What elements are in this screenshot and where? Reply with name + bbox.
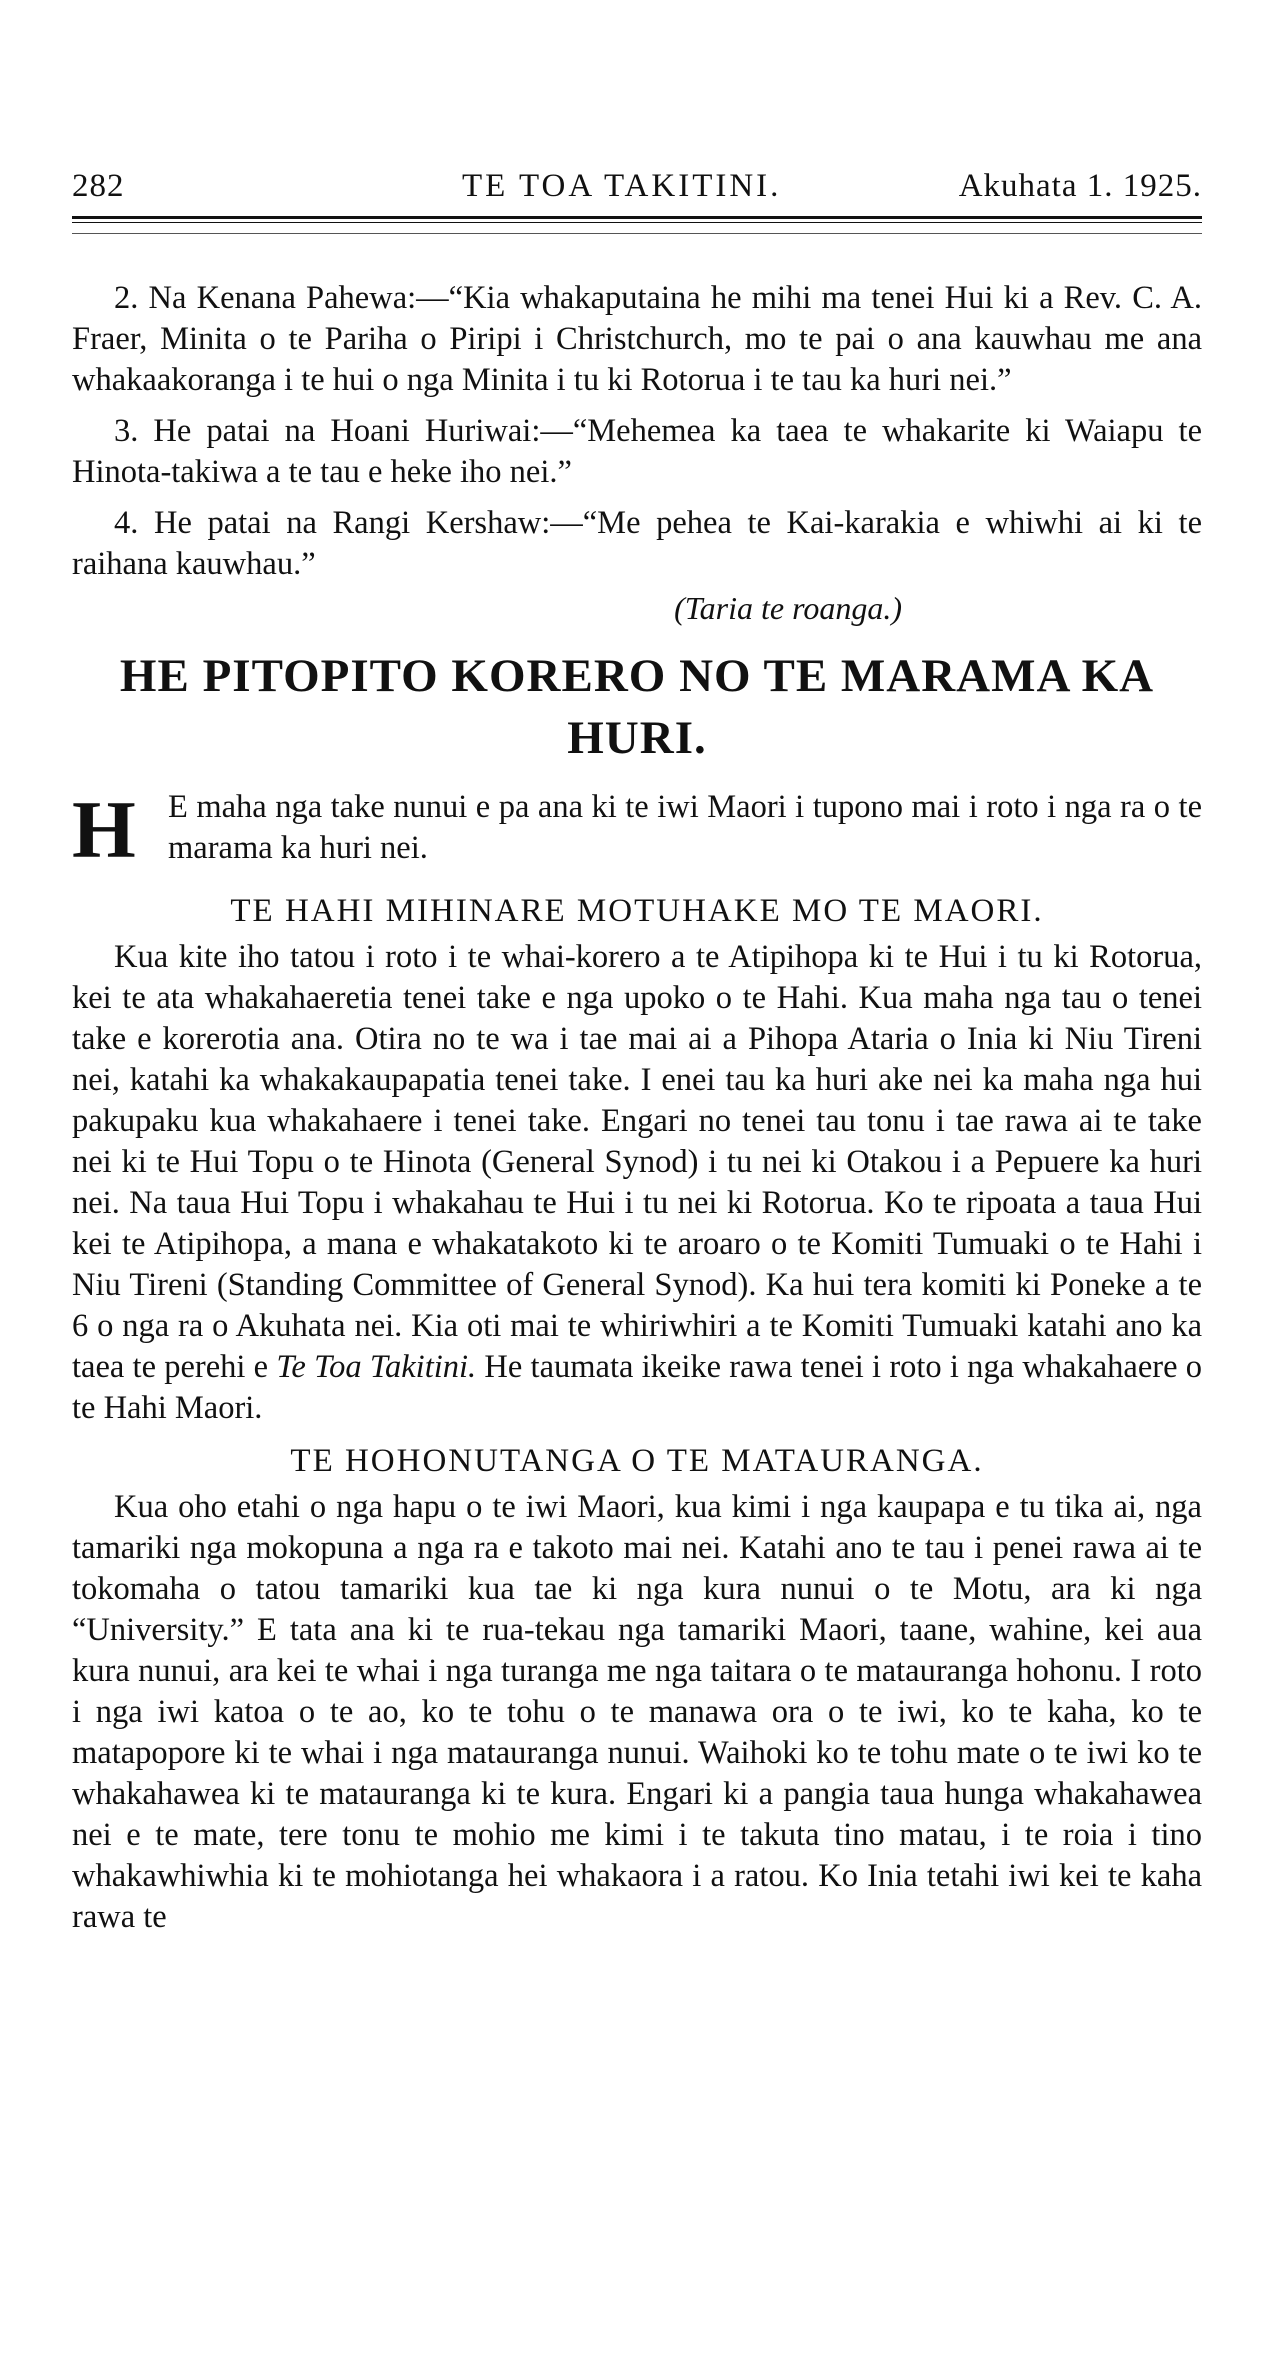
document-page — [72, 160, 1202, 1948]
section-paragraph — [72, 937, 1202, 1429]
header-rule-thin — [72, 233, 1202, 234]
article-headline: HE PITOPITO KORERO NO TE MARAMA KA HURI. — [119, 650, 1155, 764]
intro-paragraph — [72, 784, 1202, 875]
section-text: Kua kite iho tatou i roto i te whai-korero a te Atipihopa ki te Hui i tu ki Rotorua, kei te ata whakahaeretia tenei take e nga upoko o te Hahi. Kua maha nga tau o tenei take e korerotia ana. Otira no te wa i tae mai ai a Pihopa Ataria o Inia ki Niu Tireni nei, katahi ka whakakaupapatia tenei take. I enei tau ka huri ake nei ka maha nga hui pakupaku kua whakahaere i tenei take. Engari no tenei tau tonu i tae rawa ai te take nei ki te Hui Topu o te Hinota (General Synod) i tu nei ki Otakou i a Pepuere ka huri nei. Na taua Hui Topu i whakahau te Hui i tu nei ki Rotorua. Ko te ripoata a taua Hui kei te Atipihopa, a mana e whakatakoto ki te aroaro o te Komiti Tumuaki o te Hahi i Niu Tireni (Standing Committee of General Synod). Ka hui tera komiti ki Poneke a te 6 o nga ra o Akuhata nei. Kia oti mai te whiriwhiri a te Komiti Tumuaki katahi ano ka taea te perehi e — [72, 939, 1202, 1385]
header-rule — [72, 216, 1202, 223]
page-number: 282 — [72, 168, 125, 204]
publication-name: Te Toa Takitini. — [276, 1349, 477, 1385]
section-paragraph: Kua oho etahi o nga hapu o te iwi Maori, kua kimi i nga kaupapa e tu tika ai, nga tamariki nga mokopuna a nga ra e takoto mai nei. Katahi ano te tau i penei rawa ai te tokomaha o tatou tamariki kua tae ki nga kura nunui o te Motu, ara ki nga “University.” E tata ana ki te rua-tekau nga tamariki Maori, taane, wahine, kei aua kura nunui, ara kei te whai i nga turanga me nga taitara o te matauranga hohonu. I roto i nga iwi katoa o te ao, ko te tohu o te manawa ora o te iwi, ko te kaha, ko te matapopore ki te whai i nga matauranga nunui. Waihoki ko te tohu mate o te iwi ko te whakahawea ki te matauranga ki te kura. Engari ki a pangia taua hunga whakahawea nei e te mate, tere tonu te mohio me kimi i te takuta tino matau, i te roia i tino whakawhiwhia ki te mohiotanga hei whakaora i a ratou. Ko Inia tetahi iwi kei te kaha rawa te — [72, 1489, 1202, 1935]
continuation-note: (Taria te roanga.) — [674, 590, 902, 626]
drop-cap: H — [72, 784, 136, 875]
running-header — [72, 160, 1202, 214]
list-item: 3. He patai na Hoani Huriwai:—“Mehemea ka taea te whakarite ki Waiapu te Hinota-takiwa a te tau e heke iho nei.” — [72, 413, 1202, 490]
section-heading: TE HOHONUTANGA O TE MATAURANGA. — [290, 1443, 984, 1479]
intro-text: E maha nga take nunui e pa ana ki te iwi Maori i tupono mai i roto i nga ra o te marama ka huri nei. — [168, 789, 1202, 866]
list-item: 4. He patai na Rangi Kershaw:—“Me pehea te Kai-karakia e whiwhi ai ki te raihana kauwhau.” — [72, 505, 1202, 582]
issue-date: Akuhata 1. 1925. — [958, 168, 1202, 204]
section-text: He taumata ikeike rawa tenei i roto i nga whakahaere o te Hahi Maori. — [72, 1349, 1202, 1426]
section-heading: TE HAHI MIHINARE MOTUHAKE MO TE MAORI. — [230, 893, 1044, 929]
publication-title: TE TOA TAKITINI. — [462, 168, 782, 204]
list-item: 2. Na Kenana Pahewa:—“Kia whakaputaina he mihi ma tenei Hui ki a Rev. C. A. Fraer, Minita o te Pariha o Piripi i Christchurch, mo te pai o ana kauwhau me ana whakaakoranga i te hui o nga Minita i tu ki Rotorua i te tau ka huri nei.” — [72, 280, 1202, 398]
